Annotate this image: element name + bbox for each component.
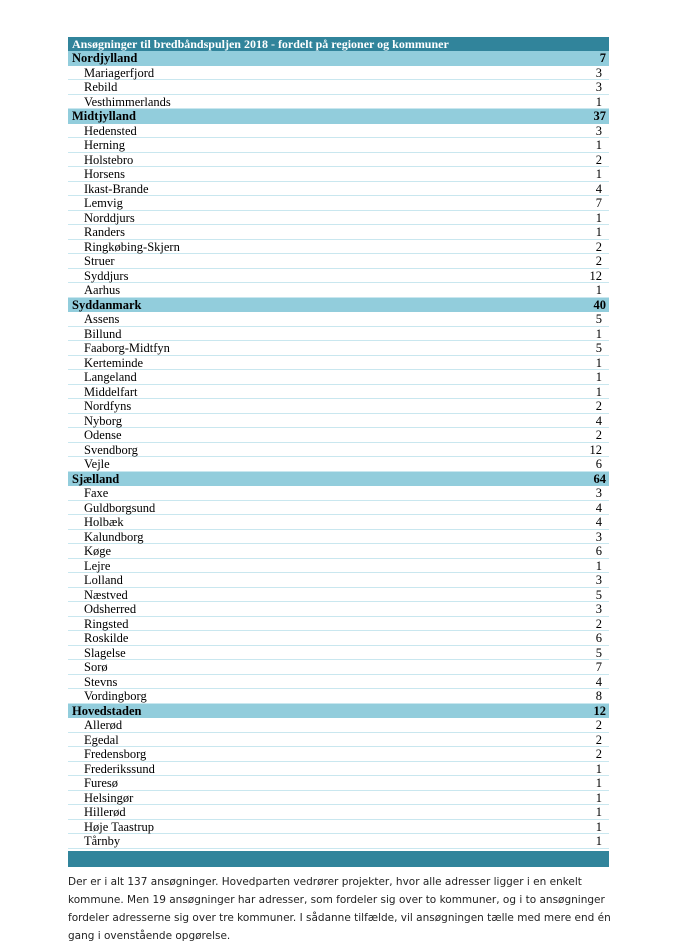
municipality-row [68, 617, 609, 632]
municipality-name: Mariagerfjord [84, 65, 155, 80]
region-name: Hovedstaden [72, 703, 142, 718]
municipality-count: 4 [595, 515, 602, 529]
municipality-name: Helsingør [84, 790, 134, 805]
municipality-name: Aarhus [84, 283, 121, 297]
municipality-row [68, 414, 609, 429]
table-body [68, 51, 609, 849]
municipality-row [68, 559, 609, 574]
municipality-name: Stevns [84, 674, 118, 689]
municipality-row [68, 254, 609, 269]
municipality-name: Lemvig [84, 196, 123, 210]
municipality-count: 2 [595, 428, 602, 442]
municipality-count: 1 [595, 834, 602, 848]
municipality-name: Furesø [84, 776, 119, 790]
municipality-row [68, 530, 609, 545]
municipality-name: Slagelse [84, 645, 126, 660]
municipality-name: Køge [84, 544, 112, 558]
municipality-row [68, 573, 609, 588]
municipality-row [68, 196, 609, 211]
municipality-count: 3 [595, 123, 602, 138]
municipality-count: 6 [595, 457, 602, 471]
table-footer-bar [68, 851, 609, 867]
municipality-row [68, 327, 609, 342]
municipality-row [68, 544, 609, 559]
municipality-count: 1 [595, 138, 602, 152]
municipality-row [68, 791, 609, 806]
region-name: Syddanmark [72, 297, 142, 312]
municipality-count: 5 [595, 312, 602, 326]
municipality-count: 3 [595, 529, 602, 544]
municipality-row [68, 820, 609, 835]
region-row [68, 109, 609, 124]
municipality-name: Ikast-Brande [84, 181, 149, 196]
region-name: Midtjylland [72, 109, 136, 123]
municipality-count: 3 [595, 573, 602, 587]
municipality-count: 1 [595, 210, 602, 225]
municipality-count: 2 [595, 747, 602, 761]
region-total: 7 [599, 51, 606, 65]
municipality-name: Middelfart [84, 384, 138, 399]
region-row [68, 472, 609, 487]
municipality-row [68, 805, 609, 820]
municipality-name: Sorø [84, 660, 108, 674]
municipality-name: Egedal [84, 732, 119, 747]
municipality-count: 6 [595, 631, 602, 645]
municipality-name: Hedensted [84, 123, 137, 138]
municipality-name: Ringkøbing-Skjern [84, 239, 180, 254]
municipality-name: Nyborg [84, 413, 122, 428]
municipality-count: 3 [595, 80, 602, 94]
municipality-row [68, 718, 609, 733]
municipality-count: 2 [595, 239, 602, 254]
municipality-name: Allerød [84, 718, 123, 732]
region-total: 12 [593, 703, 606, 718]
municipality-row [68, 776, 609, 791]
municipality-count: 1 [595, 790, 602, 805]
municipality-name: Faaborg-Midtfyn [84, 341, 170, 355]
municipality-row [68, 486, 609, 501]
municipality-count: 5 [595, 341, 602, 355]
municipality-count: 2 [595, 732, 602, 747]
municipality-name: Næstved [84, 587, 128, 602]
region-row [68, 51, 609, 66]
municipality-row [68, 675, 609, 690]
municipality-name: Vejle [84, 457, 110, 471]
municipality-count: 12 [589, 442, 602, 457]
municipality-count: 1 [595, 355, 602, 370]
municipality-row [68, 747, 609, 762]
municipality-name: Langeland [84, 370, 137, 384]
municipality-count: 2 [595, 399, 602, 413]
municipality-row [68, 182, 609, 197]
municipality-row [68, 124, 609, 139]
municipality-row [68, 312, 609, 327]
municipality-row [68, 95, 609, 110]
municipality-row [68, 834, 609, 849]
municipality-row [68, 399, 609, 414]
municipality-name: Svendborg [84, 442, 138, 457]
applications-table [68, 37, 609, 867]
municipality-count: 1 [595, 167, 602, 181]
municipality-row [68, 588, 609, 603]
municipality-name: Hillerød [84, 805, 126, 819]
municipality-count: 4 [595, 500, 602, 515]
municipality-count: 1 [595, 384, 602, 399]
municipality-count: 1 [595, 819, 602, 834]
municipality-row [68, 211, 609, 226]
municipality-row [68, 240, 609, 255]
municipality-row [68, 138, 609, 153]
municipality-count: 3 [595, 486, 602, 500]
municipality-row [68, 225, 609, 240]
table-title: Ansøgninger til bredbåndspuljen 2018 - fordelt på regioner og kommuner [68, 37, 609, 51]
municipality-row [68, 153, 609, 168]
municipality-count: 1 [595, 776, 602, 790]
municipality-name: Vordingborg [84, 689, 147, 703]
municipality-name: Faxe [84, 486, 109, 500]
municipality-row [68, 283, 609, 298]
region-name: Sjælland [72, 471, 120, 486]
municipality-row [68, 385, 609, 400]
municipality-row [68, 66, 609, 81]
municipality-count: 1 [595, 761, 602, 776]
municipality-name: Odsherred [84, 602, 137, 616]
municipality-name: Frederikssund [84, 761, 155, 776]
municipality-name: Rebild [84, 80, 118, 94]
municipality-count: 1 [595, 283, 602, 297]
municipality-count: 1 [595, 558, 602, 573]
municipality-name: Holstebro [84, 152, 134, 167]
municipality-name: Struer [84, 254, 115, 268]
municipality-row [68, 646, 609, 661]
region-row [68, 298, 609, 313]
region-row [68, 704, 609, 719]
municipality-name: Nordfyns [84, 399, 132, 413]
municipality-name: Vesthimmerlands [84, 94, 171, 109]
municipality-row [68, 457, 609, 472]
municipality-name: Lejre [84, 558, 111, 573]
municipality-name: Billund [84, 326, 122, 341]
municipality-row [68, 515, 609, 530]
region-total: 64 [593, 471, 606, 486]
municipality-row [68, 80, 609, 95]
footnote-paragraph: Der er i alt 137 ansøgninger. Hovedparten vedrører projekter, hvor alle adresser ligger i en enkelt kommune. Men 19 ansøgninger har adresser, som fordeler sig over to kommuner, og i to ansøgninger fordeler adresserne sig over tre kommuner. I sådanne tilfælde, vil ansøgningen tælle med mere end én gang i ovenstående opgørelse. [68, 875, 611, 942]
municipality-row [68, 269, 609, 284]
municipality-row [68, 443, 609, 458]
municipality-name: Herning [84, 138, 125, 152]
municipality-count: 4 [595, 674, 602, 689]
region-total: 40 [593, 297, 606, 312]
municipality-row [68, 762, 609, 777]
municipality-count: 1 [595, 94, 602, 109]
municipality-count: 2 [595, 616, 602, 631]
municipality-name: Guldborgsund [84, 500, 156, 515]
municipality-count: 4 [595, 413, 602, 428]
municipality-name: Lolland [84, 573, 123, 587]
municipality-count: 1 [595, 326, 602, 341]
municipality-name: Norddjurs [84, 210, 135, 225]
municipality-row [68, 428, 609, 443]
municipality-name: Kerteminde [84, 355, 144, 370]
municipality-name: Randers [84, 225, 125, 239]
municipality-name: Syddjurs [84, 268, 129, 283]
municipality-count: 1 [595, 370, 602, 384]
municipality-count: 5 [595, 645, 602, 660]
municipality-name: Fredensborg [84, 747, 147, 761]
municipality-row [68, 660, 609, 675]
municipality-row [68, 631, 609, 646]
municipality-count: 1 [595, 225, 602, 239]
municipality-count: 3 [595, 602, 602, 616]
municipality-row [68, 167, 609, 182]
municipality-name: Assens [84, 312, 120, 326]
municipality-count: 2 [595, 718, 602, 732]
municipality-count: 6 [595, 544, 602, 558]
municipality-row [68, 602, 609, 617]
municipality-row [68, 501, 609, 516]
region-total: 37 [593, 109, 606, 123]
municipality-count: 12 [589, 268, 602, 283]
municipality-row [68, 356, 609, 371]
municipality-count: 3 [595, 65, 602, 80]
municipality-name: Roskilde [84, 631, 129, 645]
municipality-count: 7 [595, 196, 602, 210]
municipality-row [68, 370, 609, 385]
municipality-count: 2 [595, 152, 602, 167]
municipality-name: Ringsted [84, 616, 129, 631]
municipality-name: Odense [84, 428, 122, 442]
municipality-row [68, 341, 609, 356]
municipality-name: Horsens [84, 167, 125, 181]
municipality-count: 7 [595, 660, 602, 674]
municipality-count: 2 [595, 254, 602, 268]
municipality-count: 1 [595, 805, 602, 819]
municipality-count: 5 [595, 587, 602, 602]
municipality-count: 4 [595, 181, 602, 196]
municipality-row [68, 733, 609, 748]
region-name: Nordjylland [72, 51, 138, 65]
municipality-count: 8 [595, 689, 602, 703]
municipality-name: Høje Taastrup [84, 819, 155, 834]
municipality-name: Tårnby [84, 834, 121, 848]
municipality-name: Holbæk [84, 515, 124, 529]
municipality-name: Kalundborg [84, 529, 144, 544]
municipality-row [68, 689, 609, 704]
